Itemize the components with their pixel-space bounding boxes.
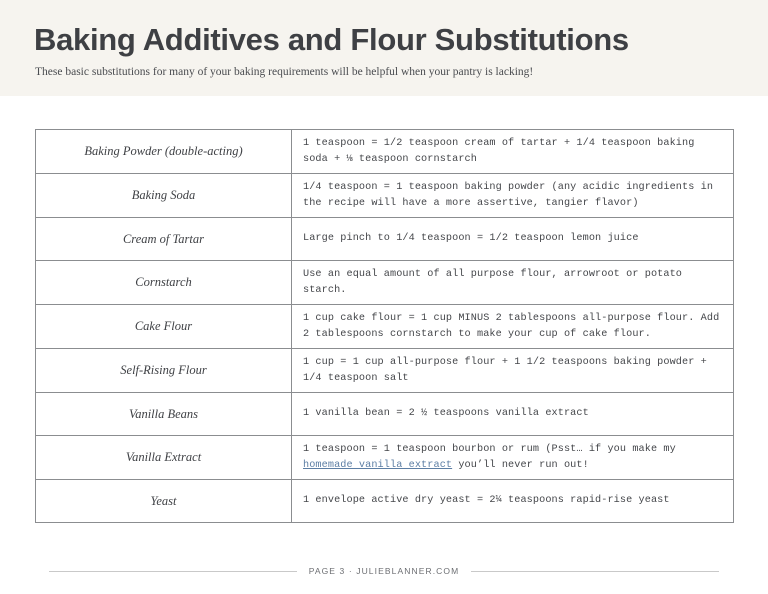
table-cell-substitution [292, 130, 734, 174]
table-row [36, 480, 734, 523]
table-cell-substitution [292, 305, 734, 349]
table-row [36, 174, 734, 218]
table-row [36, 218, 734, 261]
item-name: Yeast [150, 493, 177, 508]
substitution-text-before: 1 teaspoon = 1 teaspoon bourbon or rum (Psst… if you make my [303, 444, 676, 455]
substitution-text-after: you’ll never run out! [452, 459, 589, 471]
footer-text: PAGE 3 · JULIEBLANNER.COM [308, 566, 460, 576]
table-row [36, 130, 734, 174]
item-name: Cream of Tartar [122, 231, 205, 246]
table-cell-item [36, 436, 292, 480]
substitution-text: Use an equal amount of all purpose flour, arrowroot or potato starch. [303, 269, 683, 296]
item-name: Baking Powder (double-acting) [84, 144, 243, 159]
substitutions-table-body [36, 130, 734, 523]
item-name: Cake Flour [134, 319, 193, 334]
footer-rule-right [471, 571, 719, 572]
table-cell-substitution [292, 393, 734, 436]
table-cell-substitution [292, 436, 734, 480]
item-name: Cornstarch [135, 275, 192, 290]
substitution-text: Large pinch to 1/4 teaspoon = 1/2 teaspoon lemon juice [303, 233, 639, 245]
page-header-band [0, 0, 768, 96]
substitution-text: 1 envelope active dry yeast = 2¼ teaspoons rapid-rise yeast [303, 495, 670, 507]
substitution-text: 1/4 teaspoon = 1 teaspoon baking powder (any acidic ingredients in the recipe will have a more assertive, tangier flavor) [303, 182, 714, 209]
item-name: Vanilla Beans [128, 406, 199, 421]
page-footer [0, 566, 768, 576]
substitution-text: 1 cup cake flour = 1 cup MINUS 2 tablespoons all-purpose flour. Add 2 tablespoons cornstarch to make your cup of cake flour. [303, 313, 720, 340]
table-cell-item [36, 480, 292, 523]
substitution-text [292, 436, 733, 479]
table-cell-substitution [292, 480, 734, 523]
table-row [36, 393, 734, 436]
substitution-text: 1 teaspoon = 1/2 teaspoon cream of tartar + 1/4 teaspoon baking soda + ⅛ teaspoon cornstarch [303, 138, 695, 165]
footer-rule-left [49, 571, 297, 572]
table-row [36, 261, 734, 305]
table-cell-item [36, 261, 292, 305]
table-row [36, 436, 734, 480]
homemade-vanilla-extract-link[interactable]: homemade vanilla extract [303, 459, 453, 471]
table-cell-item [36, 130, 292, 174]
substitution-text: 1 cup = 1 cup all-purpose flour + 1 1/2 teaspoons baking powder + 1/4 teaspoon salt [303, 357, 707, 384]
page-subtitle: These basic substitutions for many of your baking requirements will be helpful when your pantry is lacking! [35, 66, 534, 78]
table-row [36, 349, 734, 393]
table-cell-item [36, 174, 292, 218]
table-cell-item [36, 349, 292, 393]
item-name: Self-Rising Flour [120, 363, 207, 378]
table-cell-substitution [292, 174, 734, 218]
item-name: Vanilla Extract [125, 450, 202, 465]
table-cell-substitution [292, 261, 734, 305]
table-cell-item [36, 393, 292, 436]
table-cell-item [36, 218, 292, 261]
item-name: Baking Soda [131, 188, 196, 203]
substitution-text: 1 vanilla bean = 2 ½ teaspoons vanilla extract [303, 408, 589, 420]
table-row [36, 305, 734, 349]
table-cell-substitution [292, 218, 734, 261]
substitutions-table [35, 129, 734, 523]
table-cell-item [36, 305, 292, 349]
table-cell-substitution [292, 349, 734, 393]
page-title: Baking Additives and Flour Substitutions [34, 22, 629, 57]
